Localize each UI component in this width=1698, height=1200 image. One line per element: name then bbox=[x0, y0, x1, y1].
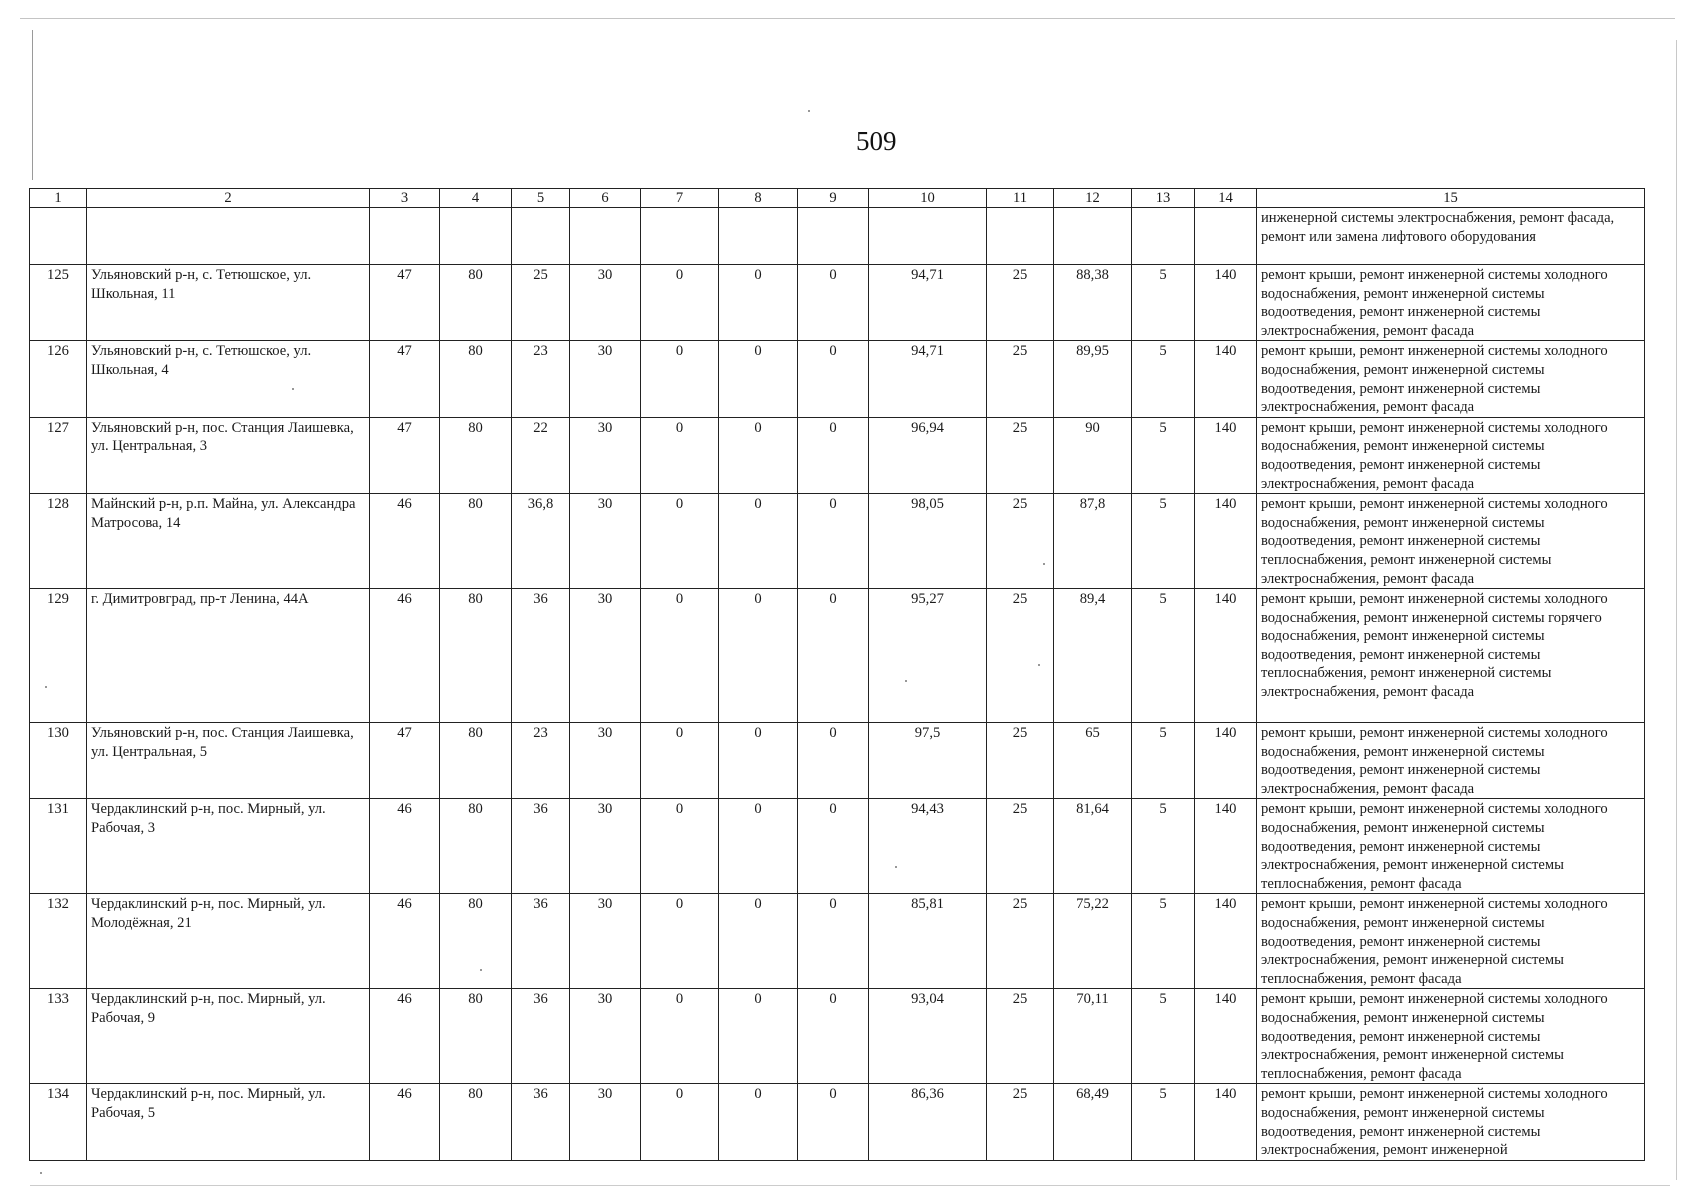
value-cell: 140 bbox=[1195, 341, 1257, 417]
value-cell: 30 bbox=[570, 799, 641, 894]
scan-speck bbox=[45, 686, 47, 688]
page-number: 509 bbox=[856, 126, 897, 156]
value-cell: 0 bbox=[641, 494, 719, 589]
continuation-row bbox=[30, 208, 1645, 265]
row-number: 130 bbox=[30, 723, 87, 799]
works-cell: ремонт крыши, ремонт инженерной системы холодного водоснабжения, ремонт инженерной системы горячего водоснабжения, ремонт инженерной системы водоотведения, ремонт инженерной системы теплоснабжения, ремонт инженерной системы электроснабжения, ремонт фасада bbox=[1257, 589, 1645, 723]
row-number: 134 bbox=[30, 1084, 87, 1160]
table-row bbox=[30, 799, 1645, 894]
value-cell: 80 bbox=[440, 589, 512, 723]
value-cell: 0 bbox=[719, 341, 798, 417]
works-cell: ремонт крыши, ремонт инженерной системы холодного водоснабжения, ремонт инженерной системы водоотведения, ремонт инженерной системы электроснабжения, ремонт инженерной системы теплоснабжения, ремонт фасада bbox=[1257, 989, 1645, 1084]
value-cell: 0 bbox=[641, 799, 719, 894]
value-cell: 5 bbox=[1132, 1084, 1195, 1160]
value-cell: 46 bbox=[370, 799, 440, 894]
value-cell: 88,38 bbox=[1054, 265, 1132, 341]
value-cell: 90 bbox=[1054, 417, 1132, 493]
value-cell: 94,71 bbox=[869, 341, 987, 417]
value-cell: 140 bbox=[1195, 589, 1257, 723]
value-cell: 25 bbox=[987, 989, 1054, 1084]
scan-border-right bbox=[1676, 40, 1677, 1180]
col-header: 4 bbox=[440, 189, 512, 208]
table-row bbox=[30, 589, 1645, 723]
value-cell: 0 bbox=[798, 894, 869, 989]
scan-border-top bbox=[20, 18, 1675, 19]
value-cell: 94,71 bbox=[869, 265, 987, 341]
value-cell: 5 bbox=[1132, 894, 1195, 989]
value-cell: 80 bbox=[440, 1084, 512, 1160]
row-number: 133 bbox=[30, 989, 87, 1084]
value-cell: 0 bbox=[798, 989, 869, 1084]
works-cell: ремонт крыши, ремонт инженерной системы холодного водоснабжения, ремонт инженерной системы водоотведения, ремонт инженерной системы электроснабжения, ремонт инженерной bbox=[1257, 1084, 1645, 1160]
address-cell: г. Димитровград, пр-т Ленина, 44А bbox=[87, 589, 370, 723]
value-cell: 140 bbox=[1195, 417, 1257, 493]
table-row bbox=[30, 723, 1645, 799]
value-cell: 93,04 bbox=[869, 989, 987, 1084]
table-row bbox=[30, 989, 1645, 1084]
works-cell: ремонт крыши, ремонт инженерной системы холодного водоснабжения, ремонт инженерной системы водоотведения, ремонт инженерной системы теплоснабжения, ремонт инженерной системы электроснабжения, ремонт фасада bbox=[1257, 494, 1645, 589]
row-number: 126 bbox=[30, 341, 87, 417]
value-cell: 47 bbox=[370, 723, 440, 799]
table-row bbox=[30, 417, 1645, 493]
address-cell: Чердаклинский р-н, пос. Мирный, ул. Молодёжная, 21 bbox=[87, 894, 370, 989]
value-cell: 30 bbox=[570, 894, 641, 989]
table-row bbox=[30, 494, 1645, 589]
value-cell: 47 bbox=[370, 341, 440, 417]
col-header: 13 bbox=[1132, 189, 1195, 208]
address-cell: Ульяновский р-н, с. Тетюшское, ул. Школьная, 4 bbox=[87, 341, 370, 417]
value-cell: 30 bbox=[570, 589, 641, 723]
value-cell: 0 bbox=[798, 417, 869, 493]
col-header: 9 bbox=[798, 189, 869, 208]
value-cell: 36,8 bbox=[512, 494, 570, 589]
value-cell: 0 bbox=[719, 494, 798, 589]
scan-speck bbox=[808, 110, 810, 112]
value-cell: 46 bbox=[370, 589, 440, 723]
row-number: 127 bbox=[30, 417, 87, 493]
row-number: 131 bbox=[30, 799, 87, 894]
value-cell: 0 bbox=[798, 723, 869, 799]
value-cell: 5 bbox=[1132, 723, 1195, 799]
value-cell: 46 bbox=[370, 894, 440, 989]
value-cell: 0 bbox=[719, 723, 798, 799]
value-cell: 30 bbox=[570, 1084, 641, 1160]
value-cell: 140 bbox=[1195, 894, 1257, 989]
value-cell: 0 bbox=[719, 894, 798, 989]
col-header: 3 bbox=[370, 189, 440, 208]
value-cell: 97,5 bbox=[869, 723, 987, 799]
value-cell: 140 bbox=[1195, 494, 1257, 589]
row-number: 128 bbox=[30, 494, 87, 589]
value-cell: 0 bbox=[719, 1084, 798, 1160]
value-cell: 46 bbox=[370, 1084, 440, 1160]
value-cell: 0 bbox=[641, 1084, 719, 1160]
scan-speck bbox=[40, 1172, 42, 1174]
address-cell: Майнский р-н, р.п. Майна, ул. Александра Матросова, 14 bbox=[87, 494, 370, 589]
value-cell: 36 bbox=[512, 989, 570, 1084]
works-cell: ремонт крыши, ремонт инженерной системы холодного водоснабжения, ремонт инженерной системы водоотведения, ремонт инженерной системы электроснабжения, ремонт фасада bbox=[1257, 723, 1645, 799]
col-header: 6 bbox=[570, 189, 641, 208]
value-cell: 65 bbox=[1054, 723, 1132, 799]
repair-schedule-table bbox=[29, 188, 1645, 1161]
col-header: 12 bbox=[1054, 189, 1132, 208]
value-cell: 36 bbox=[512, 894, 570, 989]
value-cell: 89,4 bbox=[1054, 589, 1132, 723]
value-cell: 36 bbox=[512, 799, 570, 894]
table-row bbox=[30, 265, 1645, 341]
value-cell: 0 bbox=[641, 894, 719, 989]
value-cell: 5 bbox=[1132, 265, 1195, 341]
value-cell: 96,94 bbox=[869, 417, 987, 493]
address-cell: Чердаклинский р-н, пос. Мирный, ул. Рабочая, 9 bbox=[87, 989, 370, 1084]
table-row bbox=[30, 894, 1645, 989]
value-cell: 0 bbox=[641, 589, 719, 723]
col-header: 2 bbox=[87, 189, 370, 208]
value-cell: 47 bbox=[370, 265, 440, 341]
value-cell: 30 bbox=[570, 417, 641, 493]
scan-speck bbox=[480, 969, 482, 971]
address-cell: Ульяновский р-н, с. Тетюшское, ул. Школьная, 11 bbox=[87, 265, 370, 341]
value-cell: 0 bbox=[798, 341, 869, 417]
value-cell: 0 bbox=[719, 265, 798, 341]
value-cell: 5 bbox=[1132, 989, 1195, 1084]
value-cell: 47 bbox=[370, 417, 440, 493]
value-cell: 0 bbox=[641, 723, 719, 799]
scan-border-left bbox=[32, 30, 33, 180]
value-cell: 0 bbox=[641, 417, 719, 493]
column-number-row bbox=[30, 189, 1645, 208]
value-cell: 30 bbox=[570, 989, 641, 1084]
works-cell: ремонт крыши, ремонт инженерной системы холодного водоснабжения, ремонт инженерной системы водоотведения, ремонт инженерной системы электроснабжения, ремонт инженерной системы теплоснабжения, ремонт фасада bbox=[1257, 894, 1645, 989]
value-cell: 0 bbox=[641, 265, 719, 341]
value-cell: 46 bbox=[370, 989, 440, 1084]
value-cell: 80 bbox=[440, 723, 512, 799]
col-header: 11 bbox=[987, 189, 1054, 208]
value-cell: 5 bbox=[1132, 417, 1195, 493]
value-cell: 0 bbox=[798, 799, 869, 894]
value-cell: 5 bbox=[1132, 341, 1195, 417]
value-cell: 25 bbox=[512, 265, 570, 341]
value-cell: 140 bbox=[1195, 723, 1257, 799]
col-header: 5 bbox=[512, 189, 570, 208]
works-cell: ремонт крыши, ремонт инженерной системы холодного водоснабжения, ремонт инженерной системы водоотведения, ремонт инженерной системы электроснабжения, ремонт инженерной системы теплоснабжения, ремонт фасада bbox=[1257, 799, 1645, 894]
scan-speck bbox=[292, 388, 294, 390]
address-cell: Ульяновский р-н, пос. Станция Лаишевка, ул. Центральная, 5 bbox=[87, 723, 370, 799]
works-cell: инженерной системы электроснабжения, ремонт фасада, ремонт или замена лифтового оборудования bbox=[1257, 208, 1645, 265]
value-cell: 85,81 bbox=[869, 894, 987, 989]
value-cell: 80 bbox=[440, 494, 512, 589]
value-cell: 25 bbox=[987, 723, 1054, 799]
value-cell: 25 bbox=[987, 417, 1054, 493]
value-cell: 30 bbox=[570, 265, 641, 341]
value-cell: 30 bbox=[570, 723, 641, 799]
value-cell: 36 bbox=[512, 1084, 570, 1160]
value-cell: 68,49 bbox=[1054, 1084, 1132, 1160]
row-number: 125 bbox=[30, 265, 87, 341]
value-cell: 80 bbox=[440, 265, 512, 341]
address-cell: Ульяновский р-н, пос. Станция Лаишевка, ул. Центральная, 3 bbox=[87, 417, 370, 493]
value-cell: 25 bbox=[987, 1084, 1054, 1160]
value-cell: 30 bbox=[570, 494, 641, 589]
address-cell: Чердаклинский р-н, пос. Мирный, ул. Рабочая, 3 bbox=[87, 799, 370, 894]
works-cell: ремонт крыши, ремонт инженерной системы холодного водоснабжения, ремонт инженерной системы водоотведения, ремонт инженерной системы электроснабжения, ремонт фасада bbox=[1257, 265, 1645, 341]
value-cell: 80 bbox=[440, 417, 512, 493]
value-cell: 30 bbox=[570, 341, 641, 417]
col-header: 8 bbox=[719, 189, 798, 208]
scan-speck bbox=[1038, 664, 1040, 666]
value-cell: 25 bbox=[987, 589, 1054, 723]
address-cell: Чердаклинский р-н, пос. Мирный, ул. Рабочая, 5 bbox=[87, 1084, 370, 1160]
col-header: 14 bbox=[1195, 189, 1257, 208]
scan-speck bbox=[905, 680, 907, 682]
value-cell: 25 bbox=[987, 265, 1054, 341]
value-cell: 0 bbox=[641, 341, 719, 417]
value-cell: 5 bbox=[1132, 589, 1195, 723]
col-header: 15 bbox=[1257, 189, 1645, 208]
value-cell: 70,11 bbox=[1054, 989, 1132, 1084]
row-number: 129 bbox=[30, 589, 87, 723]
value-cell: 0 bbox=[719, 589, 798, 723]
value-cell: 23 bbox=[512, 341, 570, 417]
col-header: 10 bbox=[869, 189, 987, 208]
value-cell: 25 bbox=[987, 799, 1054, 894]
value-cell: 86,36 bbox=[869, 1084, 987, 1160]
value-cell: 0 bbox=[719, 417, 798, 493]
row-number: 132 bbox=[30, 894, 87, 989]
table-row bbox=[30, 341, 1645, 417]
value-cell: 140 bbox=[1195, 989, 1257, 1084]
value-cell: 0 bbox=[641, 989, 719, 1084]
value-cell: 22 bbox=[512, 417, 570, 493]
value-cell: 0 bbox=[719, 989, 798, 1084]
value-cell: 94,43 bbox=[869, 799, 987, 894]
value-cell: 5 bbox=[1132, 799, 1195, 894]
value-cell: 81,64 bbox=[1054, 799, 1132, 894]
value-cell: 140 bbox=[1195, 265, 1257, 341]
value-cell: 95,27 bbox=[869, 589, 987, 723]
value-cell: 0 bbox=[798, 589, 869, 723]
table-row bbox=[30, 1084, 1645, 1160]
works-cell: ремонт крыши, ремонт инженерной системы холодного водоснабжения, ремонт инженерной системы водоотведения, ремонт инженерной системы электроснабжения, ремонт фасада bbox=[1257, 417, 1645, 493]
value-cell: 25 bbox=[987, 494, 1054, 589]
value-cell: 140 bbox=[1195, 799, 1257, 894]
scan-speck bbox=[895, 866, 897, 868]
value-cell: 46 bbox=[370, 494, 440, 589]
value-cell: 0 bbox=[798, 1084, 869, 1160]
value-cell: 36 bbox=[512, 589, 570, 723]
value-cell: 75,22 bbox=[1054, 894, 1132, 989]
value-cell: 80 bbox=[440, 341, 512, 417]
value-cell: 87,8 bbox=[1054, 494, 1132, 589]
value-cell: 25 bbox=[987, 894, 1054, 989]
value-cell: 89,95 bbox=[1054, 341, 1132, 417]
value-cell: 80 bbox=[440, 989, 512, 1084]
col-header: 7 bbox=[641, 189, 719, 208]
value-cell: 5 bbox=[1132, 494, 1195, 589]
value-cell: 23 bbox=[512, 723, 570, 799]
value-cell: 0 bbox=[719, 799, 798, 894]
value-cell: 140 bbox=[1195, 1084, 1257, 1160]
value-cell: 25 bbox=[987, 341, 1054, 417]
value-cell: 80 bbox=[440, 894, 512, 989]
value-cell: 98,05 bbox=[869, 494, 987, 589]
value-cell: 80 bbox=[440, 799, 512, 894]
scan-border-bottom bbox=[30, 1185, 1670, 1186]
scan-speck bbox=[1043, 563, 1045, 565]
works-cell: ремонт крыши, ремонт инженерной системы холодного водоснабжения, ремонт инженерной системы водоотведения, ремонт инженерной системы электроснабжения, ремонт фасада bbox=[1257, 341, 1645, 417]
col-header: 1 bbox=[30, 189, 87, 208]
value-cell: 0 bbox=[798, 494, 869, 589]
value-cell: 0 bbox=[798, 265, 869, 341]
